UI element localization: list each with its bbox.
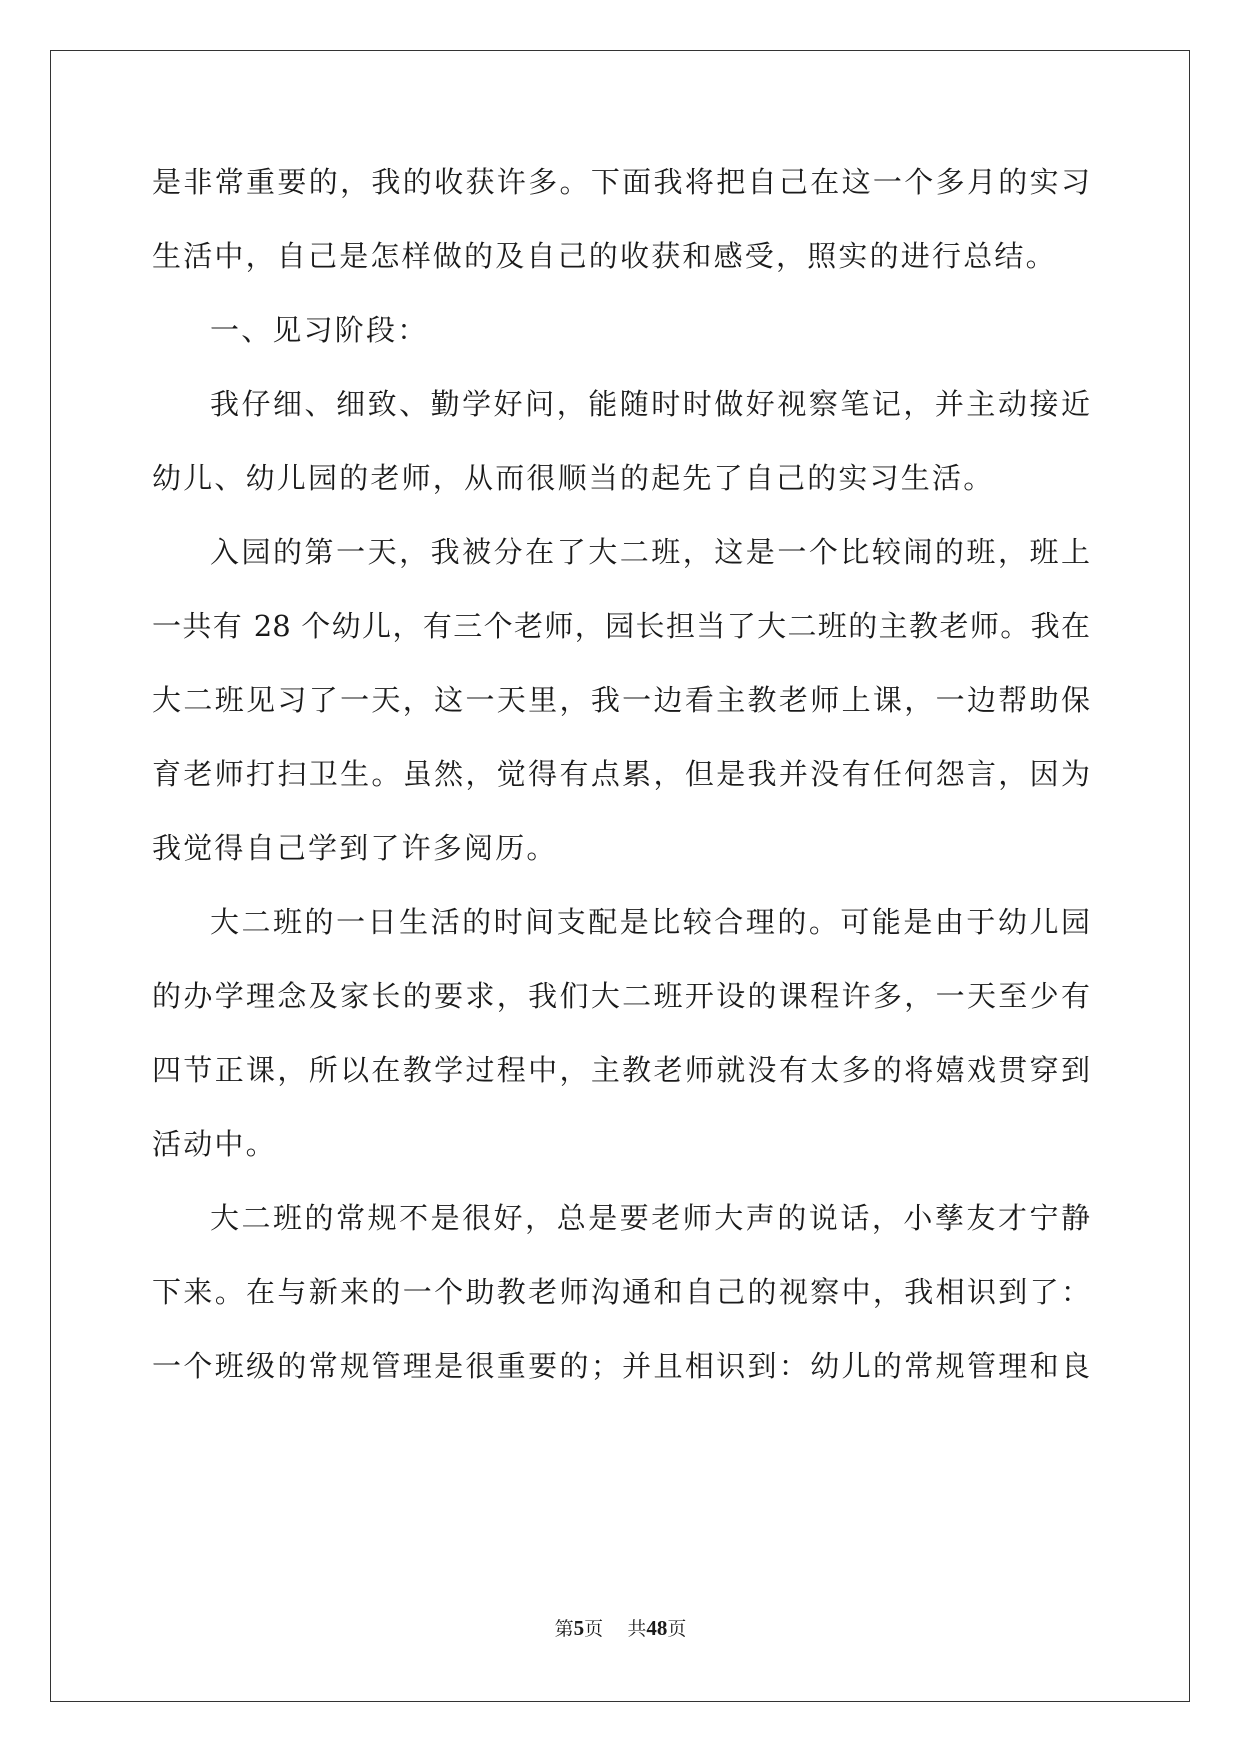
total-prefix: 共 [627,1618,647,1640]
text-line: 幼儿、幼儿园的老师，从而很顺当的起先了自己的实习生活。 [152,461,995,495]
text-line: 我觉得自己学到了许多阅历。 [152,831,558,865]
page-border [50,50,1190,1702]
total-pages: 48 [646,1616,668,1640]
text-line: 活动中。 [152,1127,277,1161]
page-suffix: 页 [584,1618,604,1640]
text-line: 下来。在与新来的一个助教老师沟通和自己的视察中，我相识到了： [152,1275,1090,1309]
page-number: 5 [573,1616,585,1640]
paragraph-first-line: 我仔细、细致、勤学好问，能随时时做好视察笔记，并主动接近 [210,387,1090,421]
text-line: 的办学理念及家长的要求，我们大二班开设的课程许多，一天至少有 [152,979,1090,1013]
paragraph-first-line: 入园的第一天，我被分在了大二班，这是一个比较闹的班，班上 [210,535,1090,569]
paragraph-first-line: 大二班的一日生活的时间支配是比较合理的。可能是由于幼儿园 [210,905,1090,939]
total-suffix: 页 [667,1618,687,1640]
section-heading: 一、见习阶段： [210,313,429,347]
text-line: 四节正课，所以在教学过程中，主教老师就没有太多的将嬉戏贯穿到 [152,1053,1090,1087]
text-line: 大二班见习了一天，这一天里，我一边看主教老师上课，一边帮助保 [152,683,1090,717]
text-line: 是非常重要的，我的收获许多。下面我将把自己在这一个多月的实习 [152,165,1090,199]
page-footer [0,1616,1241,1641]
page-prefix: 第 [554,1618,574,1640]
text-line: 一共有 28 个幼儿，有三个老师，园长担当了大二班的主教老师。我在 [152,609,1090,643]
text-line: 生活中，自己是怎样做的及自己的收获和感受，照实的进行总结。 [152,239,1057,273]
paragraph-first-line: 大二班的常规不是很好，总是要老师大声的说话，小孳友才宁静 [210,1201,1090,1235]
text-line: 一个班级的常规管理是很重要的；并且相识到：幼儿的常规管理和良 [152,1349,1090,1383]
text-line: 育老师打扫卫生。虽然，觉得有点累，但是我并没有任何怨言，因为 [152,757,1090,791]
